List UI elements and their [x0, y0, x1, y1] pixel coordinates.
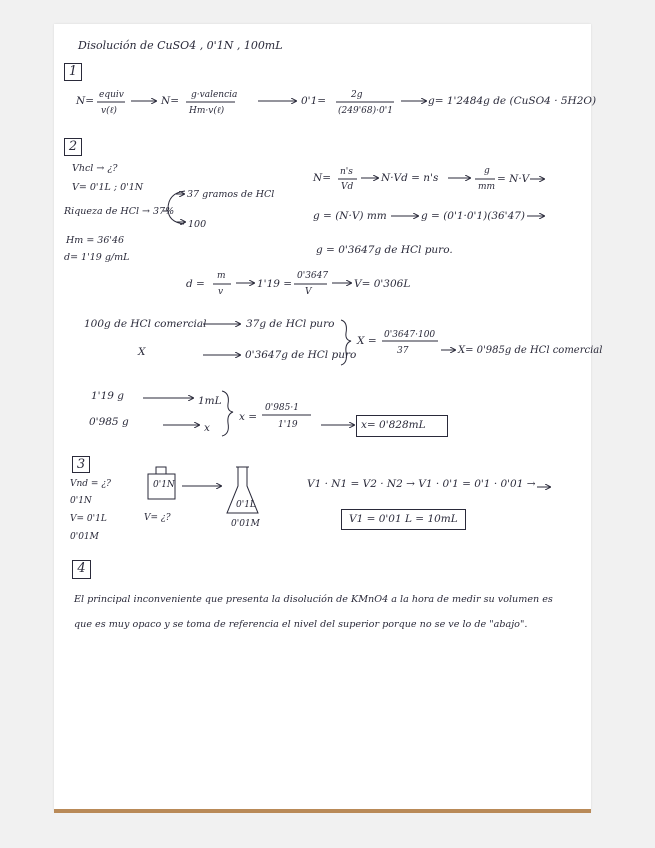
s2-p2: X [138, 346, 146, 358]
s2-r1-cd: mm [478, 182, 496, 192]
s2-r2-a: g = (N·V) mm [313, 210, 387, 222]
s2-density: d= 1'19 g/mL [64, 252, 130, 263]
s1-f3-num: 2g [351, 90, 363, 100]
section-4-number: 4 [72, 560, 91, 579]
s2-p1-right: 37g de HCl puro [246, 318, 335, 330]
s2-r1-c: g [484, 166, 490, 176]
s1-f3-den: (249'68)·0'1 [338, 106, 393, 116]
s3-equation: V1 · N1 = V2 · N2 → V1 · 0'1 = 0'1 · 0'01 → [307, 478, 536, 490]
s1-f2-num: g·valencia [191, 90, 238, 100]
s2-d2-den: V [305, 287, 312, 297]
s2-hm: Hm = 36'46 [66, 235, 125, 246]
s4-line-1: El principal inconveniente que presenta la disolución de KMnO4 a la hora de medir su volumen es [74, 594, 553, 605]
s2-q2: 0'985 g [89, 416, 129, 428]
s2-q-eq: x = [239, 411, 258, 423]
s2-r1-num: n's [340, 167, 353, 177]
s2-r3: g = 0'3647g de HCl puro. [316, 244, 453, 256]
s2-x-num: 0'3647·100 [384, 330, 436, 340]
s2-x-result: X= 0'985g de HCl comercial [458, 345, 603, 356]
s3-l2: 0'1N [70, 496, 92, 506]
s2-p-brace [341, 320, 351, 365]
s3-l1: Vnd = ¿? [70, 479, 111, 489]
s2-r1-e: = N·V [497, 173, 530, 185]
s1-f1-den: v(ℓ) [101, 106, 117, 116]
s3-result: V1 = 0'01 L = 10mL [349, 513, 458, 525]
s2-d-num: m [217, 271, 226, 281]
page-title: Disolución de CuSO4 , 0'1N , 100mL [78, 39, 283, 52]
s2-q-brace [222, 391, 233, 436]
s2-branch-2: 100 [188, 219, 207, 230]
s2-q2-right: x [204, 422, 210, 434]
s2-p1: 100g de HCl comercial [84, 318, 207, 330]
s3-bottle-label: 0'1N [153, 480, 175, 490]
s1-a: N= [76, 95, 94, 107]
s2-r2-b: g = (0'1·0'1)(36'47) [421, 210, 526, 222]
s1-f1-num: equiv [99, 90, 124, 100]
s2-r1-a: N= [313, 172, 331, 184]
s2-d-result: V= 0'306L [354, 278, 411, 290]
s3-flask-molarity: 0'01M [231, 519, 260, 529]
s2-q-result: x= 0'828mL [361, 419, 426, 431]
s2-volume: V= 0'1L ; 0'1N [72, 182, 144, 193]
s2-riqueza: Riqueza de HCl → 37% [64, 206, 175, 217]
s3-l4: 0'01M [70, 532, 99, 542]
s2-q1: 1'19 g [91, 390, 124, 402]
s2-d-den: v [218, 287, 224, 297]
s3-flask [227, 467, 258, 513]
s1-f2-den: Hm·v(ℓ) [189, 106, 225, 116]
s2-branch-brace [168, 191, 185, 224]
s2-d2: 1'19 = [257, 278, 293, 290]
s2-d-label: d = [186, 278, 205, 290]
s2-p2-right: 0'3647g de HCl puro [245, 349, 357, 361]
section-1-number: 1 [64, 63, 82, 81]
s3-bottle [148, 474, 175, 499]
section-2-number: 2 [64, 138, 82, 156]
s1-result: g= 1'2484g de (CuSO4 · 5H2O) [428, 95, 597, 107]
s4-line-2: que es muy opaco y se toma de referencia el nivel del superior porque no se ve lo de "abajo". [74, 619, 528, 630]
s2-q1-right: 1mL [198, 395, 222, 407]
s1-c: 0'1= [301, 95, 327, 107]
s2-r1-b: N·Vd = n's [381, 172, 439, 184]
s2-r1-den: Vd [341, 182, 354, 192]
s3-flask-label: 0'1L [236, 500, 256, 510]
s2-d2-num: 0'3647 [297, 271, 329, 281]
s2-q-den: 1'19 [278, 420, 298, 430]
s3-bottle-cap [156, 467, 166, 474]
s3-bottle-question: V= ¿? [144, 513, 171, 523]
s2-vhcl: Vhcl → ¿? [72, 163, 118, 174]
s2-branch-1: 37 gramos de HCl [187, 189, 275, 200]
s3-l3: V= 0'1L [70, 514, 107, 524]
section-3-number: 3 [72, 456, 90, 473]
s2-x-den: 37 [397, 346, 409, 356]
s1-b: N= [161, 95, 179, 107]
s2-x-eq: X = [357, 335, 377, 347]
s2-q-num: 0'985·1 [265, 403, 299, 413]
